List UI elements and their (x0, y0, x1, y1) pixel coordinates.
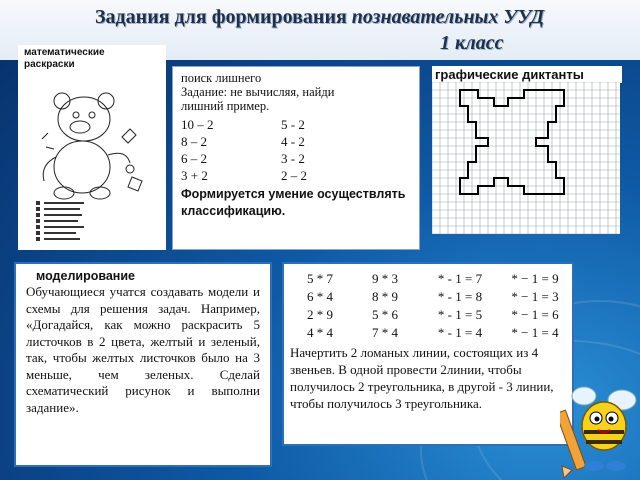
modeling-panel (14, 262, 272, 467)
odd-one-out-task-2: лишний пример. (181, 99, 270, 113)
graphic-dictation-label: графические диктанты (432, 66, 622, 83)
calc-cell: 5 * 6 (372, 307, 398, 322)
calc-cell: * - 1 = 5 (437, 307, 483, 322)
odd-one-out-panel (172, 66, 420, 250)
slide-title (95, 6, 615, 29)
coloring-picture-icon (22, 77, 162, 247)
calc-cell: 5 * 7 (307, 271, 333, 286)
calc-cell: * - 1 = 7 (437, 271, 483, 286)
slide-subtitle: 1 класс (440, 32, 504, 54)
calc-cell: * - 1 = 4 (437, 325, 483, 340)
calc-cell: 9 * 3 (372, 271, 398, 286)
calc-cell: 6 * 4 (307, 289, 333, 304)
example: 4 - 2 (281, 134, 305, 149)
calc-cell: * − 1 = 9 (511, 271, 559, 286)
broken-lines-task: Начертить 2 ломаных линии, состоящих из 4 звеньев. В одной провести 2линии, чтобы получилось 2 треугольника, в другой - 3 линии, чтобы получилось 3 треугольника. (290, 345, 554, 411)
calc-cell: * − 1 = 3 (511, 289, 559, 304)
calc-cell: * - 1 = 8 (437, 289, 483, 304)
calculation-table (290, 270, 566, 342)
odd-one-out-heading: поиск лишнего (181, 71, 262, 85)
example: 3 + 2 (181, 168, 208, 183)
examples-grid (181, 116, 411, 184)
calc-cell: 2 * 9 (307, 307, 333, 322)
title-italic: познавательных УУД (351, 6, 545, 28)
graphic-dictation-grid (432, 82, 620, 234)
odd-one-out-task: Задание: не вычисляя, найди (181, 85, 335, 99)
calc-cell: 8 * 9 (372, 289, 398, 304)
calculation-panel (282, 262, 574, 446)
example: 10 – 2 (181, 117, 214, 132)
calc-cell: 7 * 4 (372, 325, 398, 340)
example: 2 – 2 (281, 168, 307, 183)
example: 6 – 2 (181, 151, 207, 166)
modeling-heading: моделирование (36, 269, 135, 283)
calc-cell: * − 1 = 6 (511, 307, 559, 322)
bee-mascot-icon (560, 370, 640, 480)
odd-one-out-conclusion: Формируется умение осуществлять классификацию. (181, 187, 406, 218)
example: 3 - 2 (281, 151, 305, 166)
modeling-text: Обучающиеся учатся создавать модели и схемы для решения задач. Например, «Догадайся, как можно раскрасить 5 листочков в 2 цвета, желтый и зеленый, так, чтобы желтых листочков было на 3 меньше, чем зеленых. Сделай схематический рисунок и выполни задание». (26, 284, 260, 415)
example: 8 – 2 (181, 134, 207, 149)
calc-cell: 4 * 4 (307, 325, 333, 340)
calc-cell: * − 1 = 4 (511, 325, 559, 340)
title-plain: Задания для формирования (95, 6, 352, 28)
coloring-panel (18, 45, 166, 250)
example: 5 - 2 (281, 117, 305, 132)
coloring-label: математические раскраски (24, 47, 105, 70)
